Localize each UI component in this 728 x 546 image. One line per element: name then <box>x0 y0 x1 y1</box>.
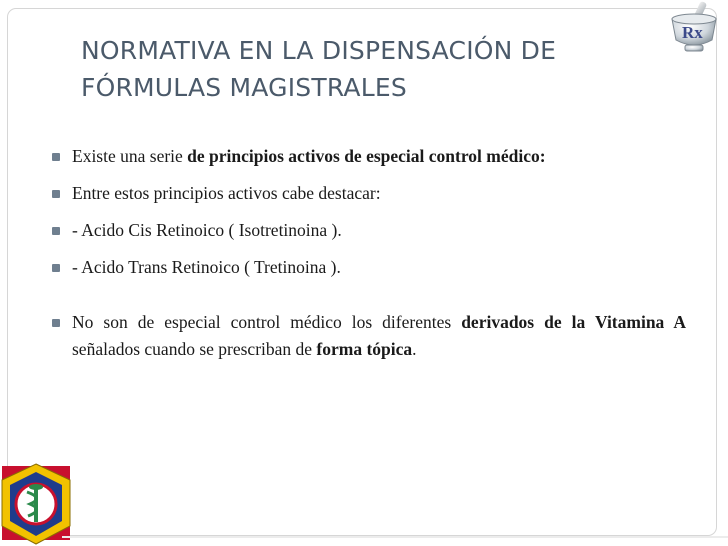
bullet-icon <box>52 227 60 235</box>
bullet-icon <box>52 153 60 161</box>
bullet-icon <box>52 319 60 327</box>
bullet-2-text: Entre estos principios activos cabe destacar: <box>72 183 381 203</box>
title-line-1: NORMATIVA EN LA DISPENSACIÓN DE <box>81 36 557 65</box>
bullet-5-mid: señalados cuando se prescriban de <box>72 339 317 359</box>
bullet-5-bold-1: derivados de la Vitamina A <box>461 312 686 332</box>
bullet-list <box>52 143 686 373</box>
bullet-item-2 <box>52 180 686 207</box>
bullet-item-4 <box>52 254 686 281</box>
footer-rule <box>62 536 728 538</box>
bullet-1-bold: de principios activos de especial control médico: <box>187 146 546 166</box>
bullet-3-text: - Acido Cis Retinoico ( Isotretinoina ). <box>72 220 342 240</box>
bullet-icon <box>52 264 60 272</box>
bullet-icon <box>52 190 60 198</box>
bullet-5-text: No son de especial control médico los diferentes <box>72 312 462 332</box>
pharmacy-emblem-icon <box>0 458 76 546</box>
bullet-4-text: - Acido Trans Retinoico ( Tretinoina ). <box>72 257 341 277</box>
bullet-1-text: Existe una serie <box>72 146 188 166</box>
bullet-5-end: . <box>412 339 417 359</box>
bullet-item-1 <box>52 143 686 170</box>
bullet-item-5 <box>52 309 686 363</box>
slide-title <box>81 32 641 106</box>
title-line-2: FÓRMULAS MAGISTRALES <box>81 73 407 102</box>
bullet-item-3 <box>52 217 686 244</box>
rx-text: Rx <box>682 23 703 42</box>
rx-mortar-logo-icon <box>663 0 725 58</box>
bullet-5-bold-2: forma tópica <box>316 339 413 359</box>
